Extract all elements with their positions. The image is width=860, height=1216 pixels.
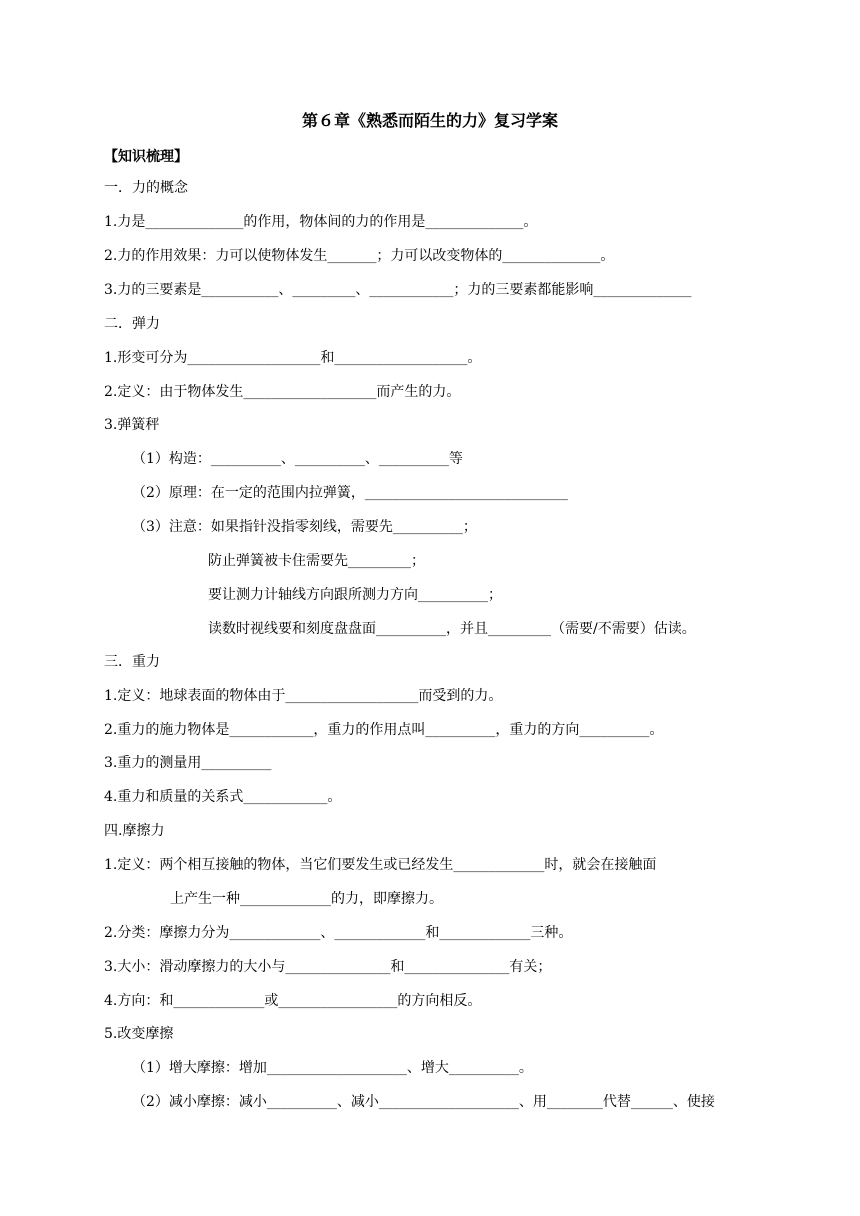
text-line: 4.重力和质量的关系式____________。 [104,789,342,805]
text-line: 3.大小：滑动摩擦力的大小与_______________和_______________有关； [104,959,552,975]
text-line: 1.定义：两个相互接触的物体，当它们要发生或已经发生_____________时，就会在接触面 [104,857,657,873]
text-line: 1.定义：地球表面的物体由于___________________而受到的力。 [104,688,503,704]
text-line: 1.形变可分为___________________和___________________。 [104,350,482,366]
document-title: 第６章《熟悉而陌生的力》复习学案 [301,111,558,130]
section-friction: 四.摩擦力 [104,823,165,839]
text-line: 2.力的作用效果：力可以使物体发生_______；力可以改变物体的______________。 [104,248,615,264]
text-line: 上产生一种_____________的力，即摩擦力。 [170,891,443,907]
text-line: 防止弹簧被卡住需要先_________； [208,553,425,569]
text-line: 5.改变摩擦 [104,1026,174,1042]
text-line: 要让测力计轴线方向跟所测力方向__________； [208,587,502,603]
text-line: 1.力是______________的作用，物体间的力的作用是______________。 [104,214,538,230]
text-line: 3.力的三要素是___________、_________、____________；力的三要素都能影响______________ [104,282,692,298]
text-line: （2）原理：在一定的范围内拉弹簧，_____________________________ [132,485,568,501]
text-line: （1）构造：__________、__________、__________等 [132,451,463,467]
section-elastic-force: 二．弹力 [104,316,160,332]
text-line: 4.方向：和_____________或_________________的方向相反。 [104,993,482,1009]
text-line: 读数时视线要和刻度盘盘面__________，并且_________（需要/不需要）估读。 [208,621,696,637]
section-gravity: 三．重力 [104,654,160,670]
text-line: 2.定义：由于物体发生___________________而产生的力。 [104,384,461,400]
text-line: 2.分类：摩擦力分为_____________、_____________和_____________三种。 [104,925,573,941]
section-heading: 【知识梳理】 [104,149,188,165]
text-line: 2.重力的施力物体是____________，重力的作用点叫__________，重力的方向__________。 [104,722,664,738]
text-line: （1）增大摩擦：增加____________________、增大__________。 [132,1060,533,1076]
text-line: （2）减小摩擦：减小__________、减小____________________、用________代替______、使接 [132,1094,715,1110]
text-line: 3.弹簧秤 [104,417,160,433]
text-line: 3.重力的测量用__________ [104,755,272,771]
text-line: （3）注意：如果指针没指零刻线，需要先__________； [132,519,477,535]
section-force-concept: 一．力的概念 [104,180,188,196]
